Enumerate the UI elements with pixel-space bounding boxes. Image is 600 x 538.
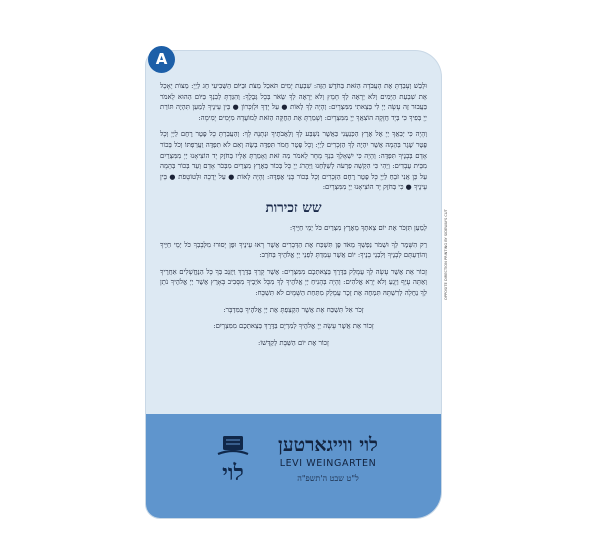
side-print-label	[444, 209, 450, 304]
remembrance-sinai: רַק הִשָּׁמֶר לְךָ וּשְׁמֹר נַפְשְׁךָ מְאֹד פֶּן תִּשְׁכַּח אֶת הַדְּבָרִים אֲשֶׁר רָאוּ עֵינֶיךָ וּפֶן יָסוּרוּ מִלְּבָבְךָ כֹּל יְמֵי חַיֶּיךָ וְהוֹדַעְתָּם לְבָנֶיךָ וְלִבְנֵי בָנֶיךָ: יוֹם אֲשֶׁר עָמַדְתָּ לִפְנֵי יְיָ אֱלֹהֶיךָ בְּחֹרֵב:	[160, 240, 427, 260]
prayer-card	[146, 51, 441, 518]
card-text	[160, 81, 427, 354]
paragraph-vehaya: וְהָיָה כִּי יְבִאֲךָ יְיָ אֶל אֶרֶץ הַכְּנַעֲנִי כַּאֲשֶׁר נִשְׁבַּע לְךָ וְלַאֲבֹתֶיךָ וּנְתָנָהּ לָךְ: וְהַעֲבַרְתָּ כָל פֶּטֶר רֶחֶם לַיְיָ וְכָל פֶּטֶר שֶׁגֶר בְּהֵמָה אֲשֶׁר יִהְיֶה לְךָ הַזְּכָרִים לַיְיָ: וְכָל פֶּטֶר חֲמֹר תִּפְדֶּה בְשֶׂה וְאִם לֹא תִפְדֶּה וַעֲרַפְתּוֹ וְכֹל בְּכוֹר אָדָם בְּבָנֶיךָ תִּפְדֶּה: וְהָיָה כִּי יִשְׁאָלְךָ בִנְךָ מָחָר לֵאמֹר מַה זֹּאת וְאָמַרְתָּ אֵלָיו בְּחֹזֶק יָד הוֹצִיאָנוּ יְיָ מִמִּצְרַיִם מִבֵּית עֲבָדִים: וַיְהִי כִּי הִקְשָׁה פַרְעֹה לְשַׁלְּחֵנוּ וַיַּהֲרֹג יְיָ כָּל בְּכוֹר בְּאֶרֶץ מִצְרַיִם מִבְּכֹר אָדָם וְעַד בְּכוֹר בְּהֵמָה עַל כֵּן אֲנִי זֹבֵחַ לַיְיָ כָּל פֶּטֶר רֶחֶם הַזְּכָרִים וְכָל בְּכוֹר בָּנַי אֶפְדֶּה: וְהָיָה לְאוֹת ● עַל יָדְכָה וּלְטוֹטָפֹת ● בֵּין עֵינֶיךָ ● כִּי בְּחֹזֶק יָד הוֹצִיאָנוּ יְיָ מִמִּצְרָיִם:	[160, 130, 427, 192]
logo-letters: לוי	[222, 460, 244, 486]
name-hebrew: לוי ווייגארטען	[278, 434, 378, 456]
section-title: שש זכירות	[265, 199, 322, 216]
paragraph-kadesh: וּלְבַשׁ וְעָבַדְתָּ אֶת הָעֲבֹדָה הַזֹּאת בַּחֹדֶשׁ הַזֶּה: שִׁבְעַת יָמִים תֹּאכַל מַצֹּת וּבַיּוֹם הַשְּׁבִיעִי חַג לַיְיָ: מַצּוֹת יֵאָכֵל אֵת שִׁבְעַת הַיָּמִים וְלֹא יֵרָאֶה לְךָ חָמֵץ וְלֹא יֵרָאֶה לְךָ שְׂאֹר בְּכָל גְּבֻלֶךָ: וְהִגַּדְתָּ לְבִנְךָ בַּיּוֹם הַהוּא לֵאמֹר בַּעֲבוּר זֶה עָשָׂה יְיָ לִי בְּצֵאתִי מִמִּצְרָיִם: וְהָיָה לְךָ לְאוֹת ● עַל יָדְךָ וּלְזִכָּרוֹן ● בֵּין עֵינֶיךָ לְמַעַן תִּהְיֶה תּוֹרַת יְיָ בְּפִיךָ כִּי בְּיָד חֲזָקָה הוֹצִאֲךָ יְיָ מִמִּצְרָיִם: וְשָׁמַרְתָּ אֶת הַחֻקָּה הַזֹּאת לְמוֹעֲדָהּ מִיָּמִים יָמִימָה:	[160, 82, 427, 122]
remembrance-wilderness: זְכֹר אַל תִּשְׁכַּח אֵת אֲשֶׁר הִקְצַפְתָּ אֶת יְיָ אֱלֹהֶיךָ בַּמִּדְבָּר:	[223, 305, 364, 314]
name-english: LEVI WEINGARTEN	[279, 458, 377, 469]
remembrance-shabbat: זָכוֹר אֶת יוֹם הַשַּׁבָּת לְקַדְּשׁוֹ:	[258, 338, 329, 347]
tefillin-logo-icon	[212, 434, 254, 486]
remembrance-exodus: לְמַעַן תִּזְכֹּר אֶת יוֹם צֵאתְךָ מֵאֶרֶץ מִצְרַיִם כֹּל יְמֵי חַיֶּיךָ:	[289, 223, 427, 232]
tagline: ל"ט שבט ה'תשפ"ה	[297, 474, 359, 483]
remembrance-amalek: זָכוֹר אֵת אֲשֶׁר עָשָׂה לְךָ עֲמָלֵק בַּדֶּרֶךְ בְּצֵאתְכֶם מִמִּצְרָיִם: אֲשֶׁר קָרְךָ בַּדֶּרֶךְ וַיְזַנֵּב בְּךָ כָּל הַנֶּחֱשָׁלִים אַחֲרֶיךָ וְאַתָּה עָיֵף וְיָגֵעַ וְלֹא יָרֵא אֱלֹהִים: וְהָיָה בְּהָנִיחַ יְיָ אֱלֹהֶיךָ לְךָ מִכָּל אֹיְבֶיךָ מִסָּבִיב בָּאָרֶץ אֲשֶׁר יְיָ אֱלֹהֶיךָ נֹתֵן לְךָ נַחֲלָה לְרִשְׁתָּהּ תִּמְחֶה אֶת זֵכֶר עֲמָלֵק מִתַּחַת הַשָּׁמָיִם לֹא תִּשְׁכָּח:	[160, 267, 427, 297]
remembrance-miriam: זָכוֹר אֵת אֲשֶׁר עָשָׂה יְיָ אֱלֹהֶיךָ לְמִרְיָם בַּדֶּרֶךְ בְּצֵאתְכֶם מִמִּצְרָיִם:	[213, 322, 374, 331]
card-footer	[146, 414, 441, 518]
variant-badge: A	[148, 46, 175, 73]
side-print-text: OPPOSITE DIRECTION PRINTING BY SIDEWAYS CUT	[444, 209, 448, 300]
